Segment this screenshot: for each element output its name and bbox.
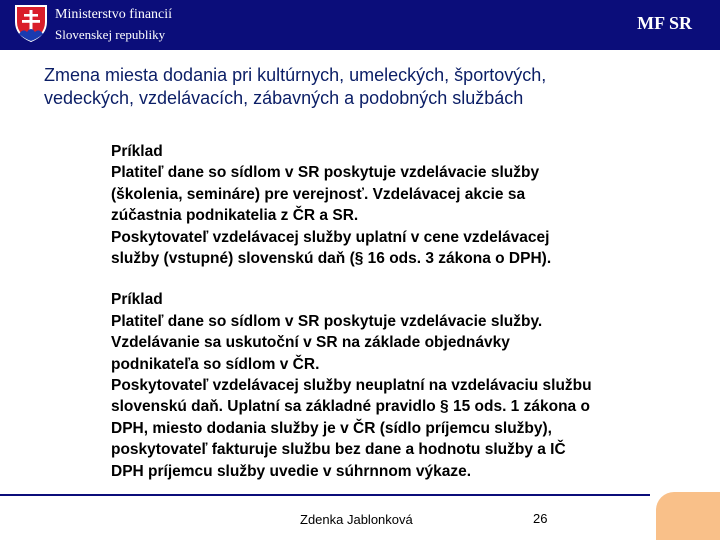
example-line: služby (vstupné) slovenskú daň (§ 16 ods. 3 zákona o DPH).	[111, 250, 552, 268]
slovak-coat-of-arms-icon	[14, 4, 48, 42]
example-heading: Príklad	[111, 291, 163, 309]
example-paragraph-1	[111, 141, 701, 269]
footer-author: Zdenka Jablonková	[300, 512, 413, 527]
slide-title-line: Zmena miesta dodania pri kultúrnych, umeleckých, športových,	[44, 65, 547, 85]
example-line: (školenia, semináre) pre verejnosť. Vzdelávacej akcie sa	[111, 185, 526, 203]
slide-title-line: vedeckých, vzdelávacích, zábavných a podobných službách	[44, 88, 524, 108]
example-heading: Príklad	[111, 143, 163, 160]
corner-accent	[656, 492, 720, 540]
mf-sr-badge: MF SR	[637, 13, 692, 33]
example-line: DPH príjemcu služby uvedie v súhrnnom výkaze.	[111, 462, 472, 480]
slide-title	[44, 64, 704, 110]
footer-divider	[0, 494, 650, 496]
example-line: DPH, miesto dodania služby je v ČR (sídlo príjemcu služby),	[111, 419, 552, 437]
example-line: Platiteľ dane so sídlom v SR poskytuje vzdelávacie služby	[111, 164, 540, 182]
ministry-name-line1: Ministerstvo financií	[55, 7, 173, 22]
example-line: poskytovateľ fakturuje službu bez dane a hodnotu služby a IČ	[111, 441, 566, 459]
ministry-name-line2: Slovenskej republiky	[55, 27, 166, 42]
slide-content	[111, 141, 701, 502]
example-paragraph-2	[111, 289, 701, 482]
example-line: Poskytovateľ vzdelávacej služby neuplatní na vzdelávaciu službu	[111, 377, 592, 395]
example-line: zúčastnia podnikatelia z ČR a SR.	[111, 207, 359, 225]
example-line: slovenskú daň. Uplatní sa základné pravidlo § 15 ods. 1 zákona o	[111, 398, 590, 416]
example-line: podnikateľa so sídlom v ČR.	[111, 355, 320, 373]
page-number: 26	[533, 511, 548, 526]
example-line: Poskytovateľ vzdelávacej služby uplatní v cene vzdelávacej	[111, 228, 550, 246]
header-bar	[0, 0, 720, 50]
ministry-name	[55, 6, 172, 44]
example-line: Platiteľ dane so sídlom v SR poskytuje vzdelávacie služby.	[111, 312, 543, 330]
example-line: Vzdelávanie sa uskutoční v SR na základe objednávky	[111, 334, 510, 352]
